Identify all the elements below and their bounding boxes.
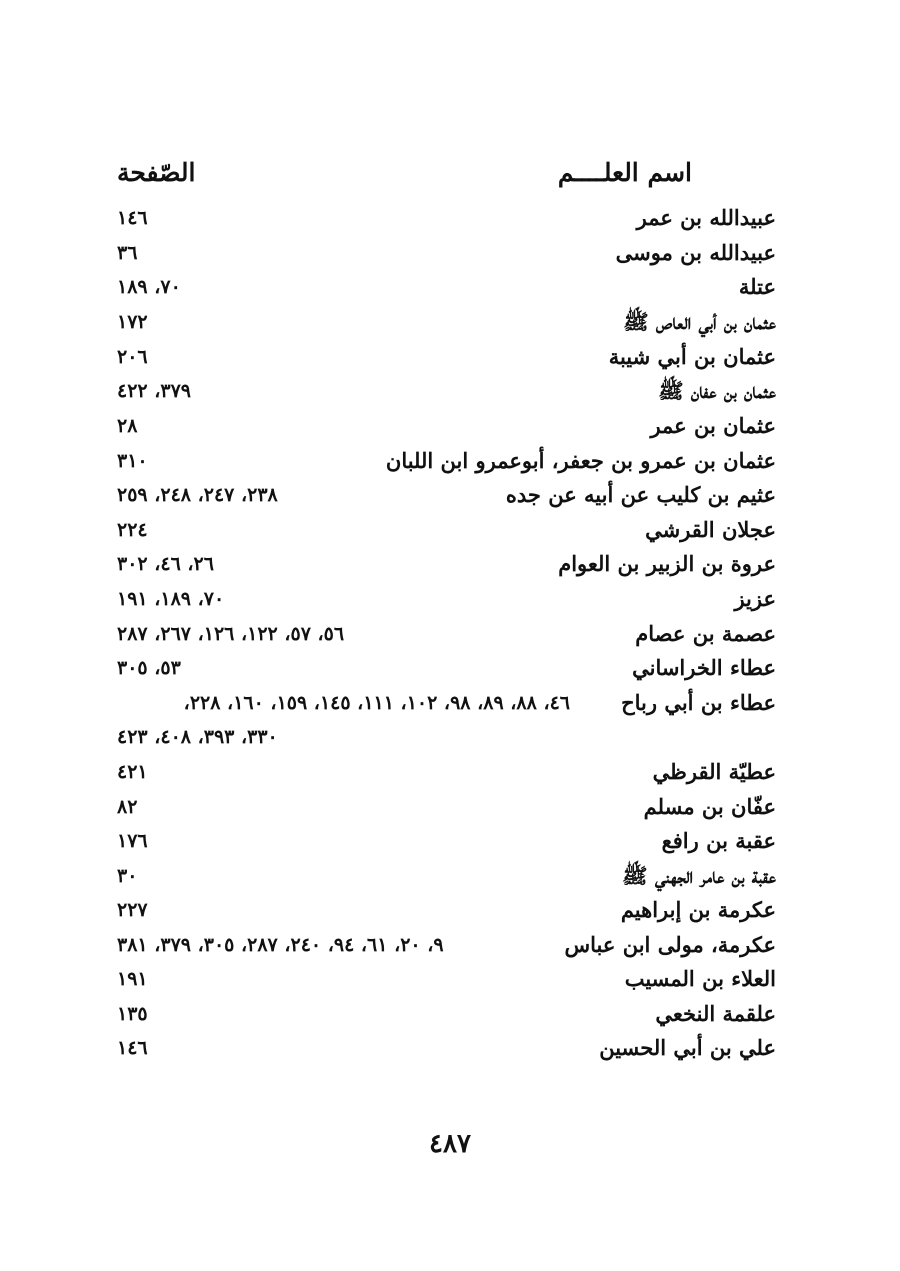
entry-pages: ٩، ٢٠، ٦١، ٩٤، ٢٤٠، ٢٨٧، ٣٠٥، ٣٧٩، ٣٨١ xyxy=(117,934,444,956)
index-entry xyxy=(0,755,900,789)
entry-pages: ٤٦، ٨٨، ٨٩، ٩٨، ١٠٢، ١١١، ١٤٥، ١٥٩، ١٦٠، ٢٢٨، xyxy=(183,692,570,714)
entry-pages: ٢٦، ٤٦، ٣٠٢ xyxy=(117,553,214,575)
entry-pages: ١٤٦ xyxy=(117,1037,148,1059)
entry-pages: ١٧٢ xyxy=(117,311,148,333)
entry-name: عثمان بن عمر xyxy=(650,413,776,438)
index-entry xyxy=(0,617,900,651)
entry-pages: ٣٠ xyxy=(117,865,138,887)
index-entry xyxy=(0,962,900,996)
page-column-header: الصّفحة xyxy=(117,158,196,187)
index-entry xyxy=(0,547,900,581)
index-entry xyxy=(0,409,900,443)
index-entry xyxy=(0,201,900,235)
entry-pages-continuation: ٣٣٠، ٣٩٣، ٤٠٨، ٤٢٣ xyxy=(117,726,278,748)
entry-name: عجلان القرشي xyxy=(645,517,776,542)
entry-pages: ١٤٦ xyxy=(117,207,148,229)
index-entry xyxy=(0,444,900,478)
index-entry xyxy=(0,651,900,685)
entry-pages: ١٧٦ xyxy=(117,830,148,852)
entry-name: العلاء بن المسيب xyxy=(624,966,776,991)
entry-name: عثمان بن عمرو بن جعفر، أبوعمرو ابن اللبان xyxy=(385,448,776,473)
entry-pages: ١٣٥ xyxy=(117,1003,148,1025)
entry-name: عزيز xyxy=(734,586,776,611)
index-entry xyxy=(0,340,900,374)
entry-name: علقمة النخعي xyxy=(655,1001,776,1026)
entry-name: عطاء بن أبي رباح xyxy=(621,690,776,715)
index-entry xyxy=(0,790,900,824)
entry-name: عفّان بن مسلم xyxy=(643,794,776,819)
entry-pages: ٥٦، ٥٧، ١٢٢، ١٢٦، ٢٦٧، ٢٨٧ xyxy=(117,623,345,645)
entry-pages: ٧٠، ١٨٩ xyxy=(117,276,181,298)
entry-name: عثمان بن أبي العاص ﷺ xyxy=(623,309,776,334)
index-entry xyxy=(0,478,900,512)
entry-name: عطاء الخراساني xyxy=(632,655,776,680)
entry-pages: ٢٠٦ xyxy=(117,346,148,368)
entry-name: عطيّة القرظي xyxy=(652,759,776,784)
name-column-header: اسم العلــــم xyxy=(557,158,692,187)
entry-pages: ١٩١ xyxy=(117,968,148,990)
index-entry xyxy=(0,859,900,893)
index-entry xyxy=(0,582,900,616)
page-number: ٤٨٧ xyxy=(429,1129,471,1159)
index-entry xyxy=(0,824,900,858)
entry-name: عثمان بن أبي شيبة xyxy=(608,344,776,369)
index-entry xyxy=(0,1031,900,1065)
entry-name: عبيدالله بن موسى xyxy=(615,240,776,265)
index-entry xyxy=(0,374,900,408)
entry-name: عصمة بن عصام xyxy=(635,621,776,646)
entry-name: عقبة بن رافع xyxy=(661,828,776,853)
index-entry xyxy=(0,686,900,720)
entry-name: عقبة بن عامر الجهني ﷺ xyxy=(622,863,776,888)
entry-name: عبيدالله بن عمر xyxy=(636,205,776,230)
entry-name: عروة بن الزبير بن العوام xyxy=(558,551,776,576)
entry-name: عتلة xyxy=(738,274,776,299)
index-entry xyxy=(0,236,900,270)
entry-name: علي بن أبي الحسين xyxy=(599,1035,776,1060)
entry-pages: ٢٨ xyxy=(117,415,138,437)
index-entry xyxy=(0,513,900,547)
entry-pages: ٥٣، ٣٠٥ xyxy=(117,657,181,679)
index-entry xyxy=(0,928,900,962)
entry-name: عكرمة، مولى ابن عباس xyxy=(564,932,776,957)
entry-name: عثمان بن عفان ﷺ xyxy=(658,378,776,403)
entry-pages: ٣٦ xyxy=(117,242,138,264)
entry-pages: ٢٣٨، ٢٤٧، ٢٤٨، ٢٥٩ xyxy=(117,484,278,506)
index-entry xyxy=(0,270,900,304)
entry-pages: ٢٢٤ xyxy=(117,519,148,541)
index-entry xyxy=(0,893,900,927)
index-entry xyxy=(0,997,900,1031)
entry-name: عكرمة بن إبراهيم xyxy=(620,897,776,922)
entry-pages: ٤٢١ xyxy=(117,761,148,783)
entry-pages: ٣١٠ xyxy=(117,450,148,472)
entry-pages: ٧٠، ١٨٩، ١٩١ xyxy=(117,588,225,610)
entry-name: عثيم بن كليب عن أبيه عن جده xyxy=(505,482,776,507)
entry-pages: ٨٢ xyxy=(117,796,138,818)
entry-pages: ٢٢٧ xyxy=(117,899,148,921)
entry-pages: ٣٧٩، ٤٢٢ xyxy=(117,380,191,402)
index-entry xyxy=(0,305,900,339)
